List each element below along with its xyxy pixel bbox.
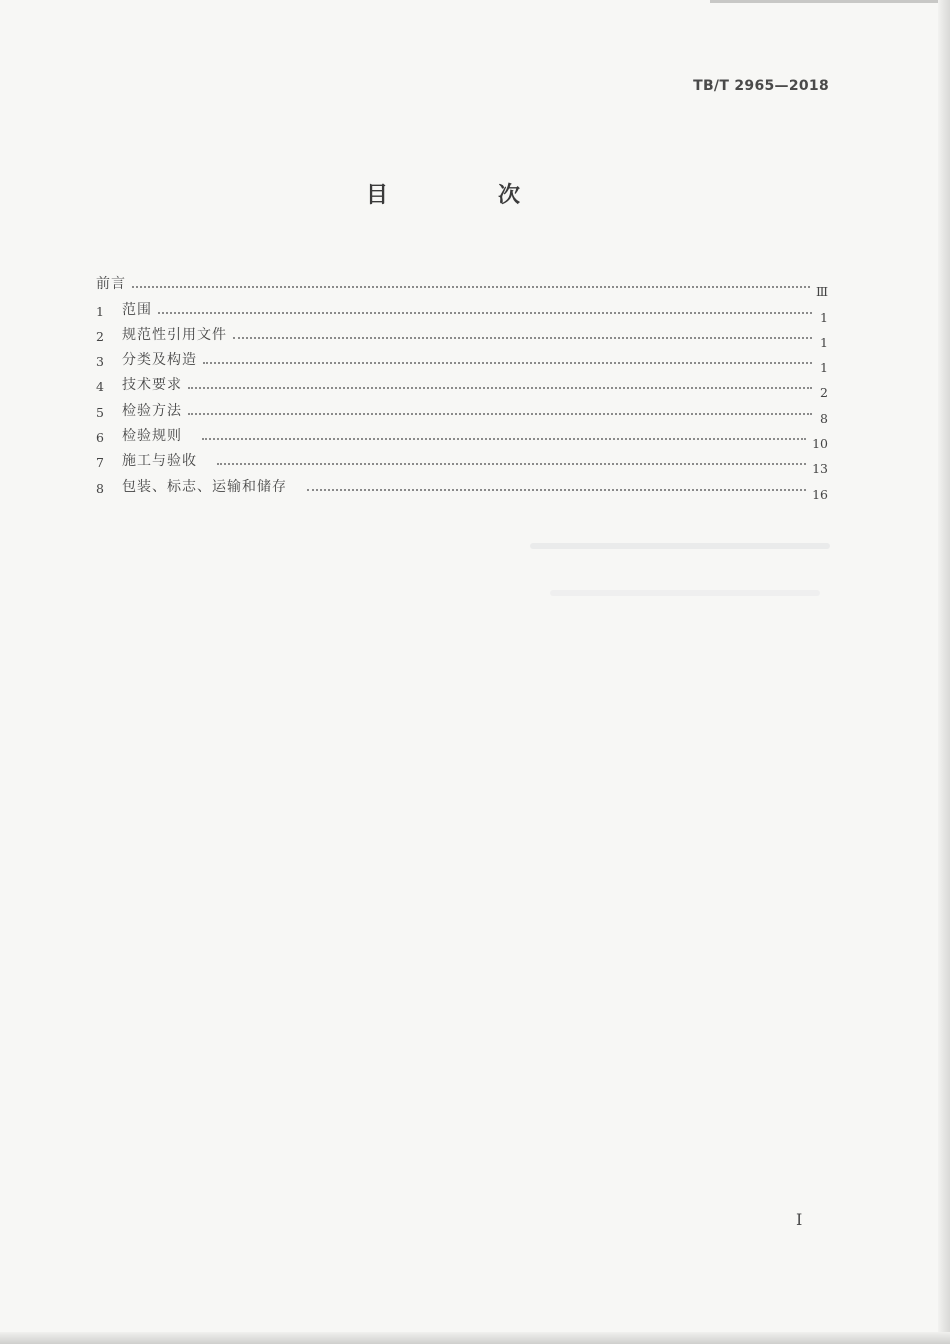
toc-entry-technical-requirements[interactable] bbox=[96, 369, 828, 401]
toc-leader-dots bbox=[132, 285, 810, 288]
toc-entry-construction[interactable] bbox=[96, 445, 828, 477]
toc-entry-label: 技术要求 bbox=[122, 377, 182, 394]
toc-leader-dots bbox=[188, 386, 812, 389]
toc-entry-number: 2 bbox=[96, 328, 104, 344]
standard-code: TB/T 2965—2018 bbox=[693, 78, 829, 94]
toc-entry-label: 包装、标志、运输和储存 bbox=[122, 478, 287, 495]
toc-entry-number: 8 bbox=[96, 480, 104, 496]
toc-entry-number: 5 bbox=[96, 404, 104, 420]
toc-entry-classification[interactable] bbox=[96, 344, 828, 376]
scan-smudge bbox=[530, 543, 830, 549]
toc-leader-dots bbox=[202, 437, 806, 440]
toc-entry-test-methods[interactable] bbox=[96, 394, 828, 426]
toc-entry-page: 2 bbox=[820, 385, 828, 401]
toc-leader-dots bbox=[188, 412, 812, 415]
toc-entry-label: 施工与验收 bbox=[122, 453, 197, 470]
toc-leader-dots bbox=[233, 336, 812, 339]
toc-entry-page: 10 bbox=[812, 436, 828, 452]
toc-entry-number: 7 bbox=[96, 455, 104, 471]
toc-entry-number: 3 bbox=[96, 354, 104, 370]
toc-entry-label: 检验规则 bbox=[122, 428, 182, 445]
page-right-edge bbox=[938, 0, 950, 1344]
page-top-edge bbox=[710, 0, 950, 3]
toc-entry-normative-references[interactable] bbox=[96, 319, 828, 350]
toc-entry-number: 1 bbox=[96, 303, 104, 319]
toc-entry-page: 16 bbox=[812, 486, 828, 502]
toc-leader-dots bbox=[158, 311, 812, 314]
toc-entry-page: 1 bbox=[820, 334, 828, 350]
toc-entry-label: 规范性引用文件 bbox=[122, 326, 227, 343]
toc-entry-page: Ⅲ bbox=[815, 284, 828, 300]
page-number: I bbox=[796, 1210, 803, 1229]
toc-entry-label: 范围 bbox=[122, 301, 152, 318]
toc-entry-inspection-rules[interactable] bbox=[96, 420, 828, 452]
toc-entry-scope[interactable] bbox=[96, 293, 828, 325]
toc-entry-label: 分类及构造 bbox=[122, 352, 197, 369]
toc-entry-label: 前言 bbox=[96, 276, 126, 293]
toc-entry-number: 4 bbox=[96, 379, 104, 395]
toc-title: 目 次 bbox=[365, 183, 564, 208]
toc-entry-preface[interactable] bbox=[96, 268, 828, 300]
toc-entry-page: 13 bbox=[812, 461, 828, 477]
toc-leader-dots bbox=[203, 361, 812, 364]
toc-entry-label: 检验方法 bbox=[122, 402, 182, 419]
page-bottom-edge bbox=[0, 1332, 950, 1344]
toc-leader-dots bbox=[217, 462, 806, 465]
scan-smudge bbox=[550, 590, 820, 596]
toc-entry-number: 6 bbox=[96, 430, 104, 446]
table-of-contents bbox=[96, 268, 828, 502]
toc-entry-page: 1 bbox=[820, 360, 828, 376]
toc-entry-packaging[interactable] bbox=[96, 470, 828, 502]
toc-leader-dots bbox=[307, 488, 806, 491]
toc-entry-page: 8 bbox=[820, 410, 828, 426]
toc-entry-page: 1 bbox=[820, 309, 828, 325]
